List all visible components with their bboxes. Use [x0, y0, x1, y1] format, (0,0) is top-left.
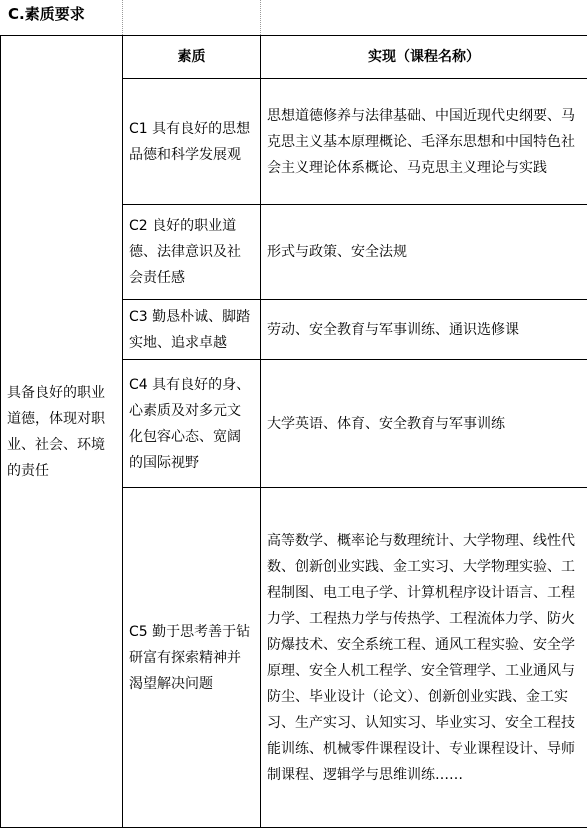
quality-cell: C4 具有良好的身、心素质及对多元文化包容心态、宽阔的国际视野	[123, 360, 261, 488]
quality-cell: C3 勤恳朴诚、脚踏实地、追求卓越	[123, 300, 261, 360]
quality-cell: C5 勤于思考善于钻研富有探索精神并渴望解决问题	[123, 488, 261, 828]
header-courses: 实现（课程名称）	[261, 36, 587, 79]
header-quality: 素质	[123, 36, 261, 79]
courses-cell: 思想道德修养与法律基础、中国近现代史纲要、马克思主义基本原理概论、毛泽东思想和中国特色社会主义理论体系概论、马克思主义理论与实践	[261, 79, 587, 205]
courses-cell: 形式与政策、安全法规	[261, 205, 587, 300]
courses-cell: 大学英语、体育、安全教育与军事训练	[261, 360, 587, 488]
quality-cell: C2 良好的职业道德、法律意识及社会责任感	[123, 205, 261, 300]
section-header	[0, 0, 587, 35]
quality-group-cell: 具备良好的职业道德，体现对职业、社会、环境的责任	[1, 36, 123, 828]
table-header-row	[1, 36, 587, 79]
section-title: C.素质要求	[8, 5, 85, 23]
courses-cell: 劳动、安全教育与军事训练、通识选修课	[261, 300, 587, 360]
column-guide	[260, 0, 261, 35]
column-guide	[122, 0, 123, 35]
quality-requirements-table	[0, 35, 587, 828]
courses-cell: 高等数学、概率论与数理统计、大学物理、线性代数、创新创业实践、金工实习、大学物理实验、工程制图、电工电子学、计算机程序设计语言、工程力学、工程热力学与传热学、工程流体力学、防火防爆技术、安全系统工程、通风工程实验、安全学原理、安全人机工程学、安全管理学、工业通风与防尘、毕业设计（论文）、创新创业实践、金工实习、生产实习、认知实习、毕业实习、安全工程技能训练、机械零件课程设计、专业课程设计、导师制课程、逻辑学与思维训练……	[261, 488, 587, 828]
quality-cell: C1 具有良好的思想品德和科学发展观	[123, 79, 261, 205]
